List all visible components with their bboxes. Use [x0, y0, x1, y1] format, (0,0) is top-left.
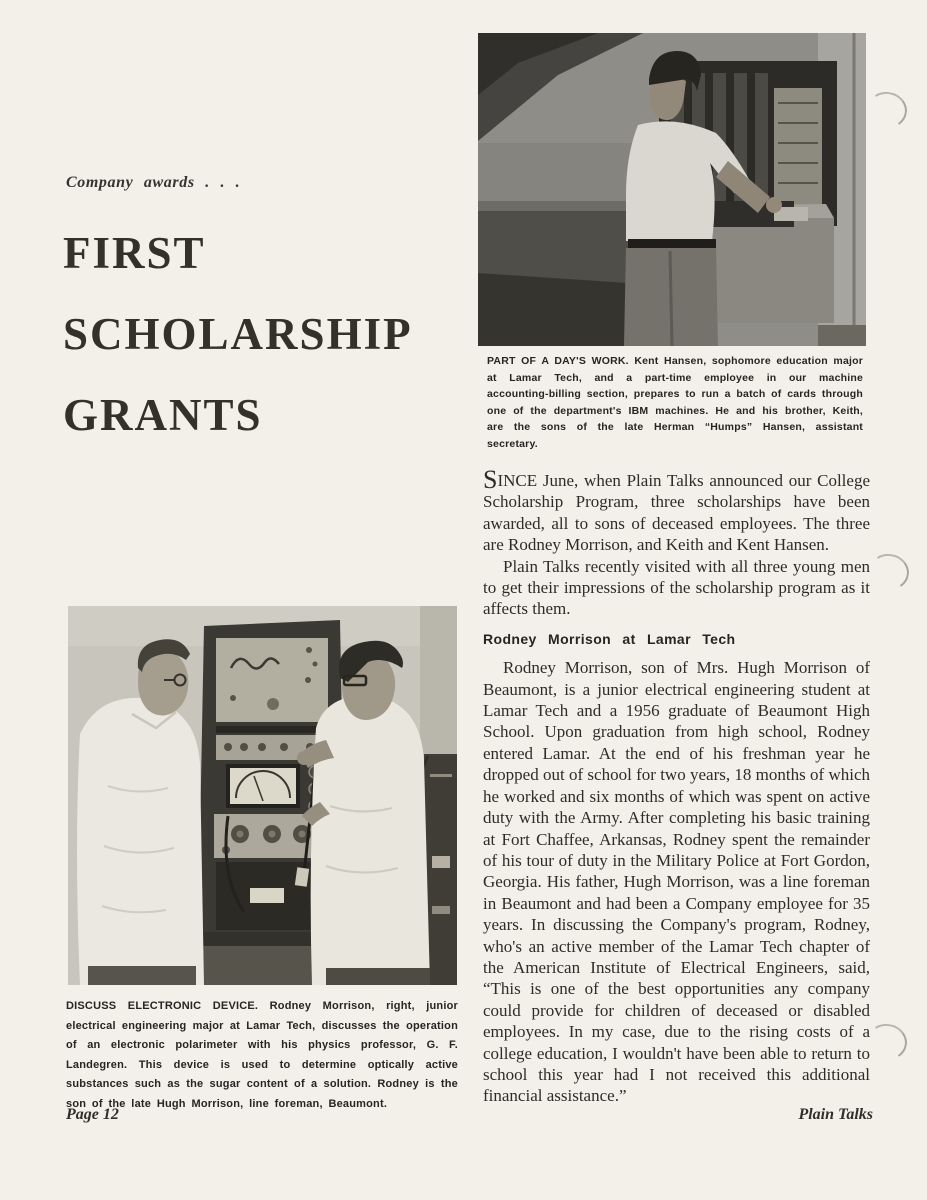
paragraph-rodney: Rodney Morrison, son of Mrs. Hugh Morrison of Beaumont, is a junior electrical engineering student at Lamar Tech and a 1956 graduate of Beaumont High School. Upon graduation from high school, Rodney entered Lamar. At the end of his freshman year he dropped out of school for two years, 18 months of which he worked and six months of which was spent on active duty with the Army. After completing his basic training at Fort Chaffee, Arkansas, Rodney spent the remainder of his tour of duty in the Military Police at Fort Gordon, Georgia. His father, Hugh Morrison, was a line foreman in Beaumont and had been a Company employee for 35 years. In discussing the Company's program, Rodney, who's an active member of the Lamar Tech chapter of the American Institute of Electrical Engineers, said, “This is one of the best opportunities any company could provide for children of deceased or disabled employees. In my case, due to the rising costs of a college education, I wouldn't have been able to return to school this year had I not received this additional financial assistance.” [483, 658, 870, 1106]
page-curl-mark [864, 1021, 910, 1063]
photo-caption-top: PART OF A DAY'S WORK. Kent Hansen, sophomore education major at Lamar Tech, and a part-time employee in our machine accounting-billing section, prepares to run a batch of cards through one of the department's IBM machines. He and his brother, Keith, are the sons of the late Herman “Humps” Hansen, assistant secretary. [487, 355, 863, 450]
title-line-1: FIRST [63, 228, 206, 278]
polarimeter-photo-illustration [68, 606, 457, 985]
page-curl-mark [866, 551, 912, 593]
title-line-3: GRANTS [63, 390, 263, 440]
initial-cap: S [483, 465, 498, 494]
kicker: Company awards . . . [66, 174, 241, 191]
intro-text: INCE June, when Plain Talks announced our College Scholarship Program, three scholarships have been awarded, all to sons of deceased employees. The three are Rodney Morrison, and Keith and Kent Hansen. [483, 471, 870, 555]
photo-discuss-electronic-device [68, 606, 457, 985]
title-line-2: SCHOLARSHIP [63, 309, 413, 359]
article-body [483, 465, 870, 1107]
footer-page-number: Page 12 [66, 1106, 119, 1123]
paragraph-intro [483, 465, 870, 556]
paragraph-2: Plain Talks recently visited with all three young men to get their impressions of the scholarship program as it affects them. [483, 556, 870, 619]
ibm-machine-photo-illustration [478, 33, 866, 346]
photo-part-of-days-work [478, 33, 866, 346]
section-heading: Rodney Morrison at Lamar Tech [483, 630, 736, 647]
page-title [63, 213, 413, 456]
page-curl-mark [864, 89, 910, 131]
footer-publication-name: Plain Talks [798, 1106, 873, 1123]
photo-caption-bottom: DISCUSS ELECTRONIC DEVICE. Rodney Morrison, right, junior electrical engineering major at Lamar Tech, discusses the operation of an electronic polarimeter with his physics professor, G. F. Landegren. This device is used to determine optically active substances such as the sugar content of a solution. Rodney is the son of the late Hugh Morrison, line foreman, Beaumont. [66, 1000, 458, 1110]
